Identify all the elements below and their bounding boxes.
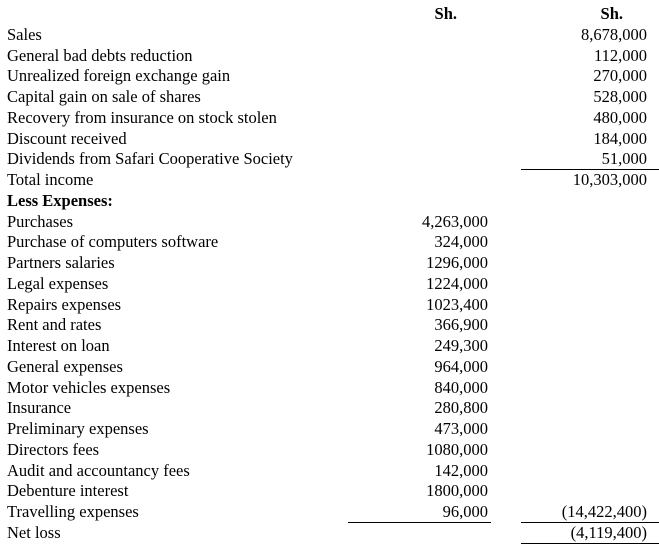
table-row	[0, 108, 659, 129]
column-gap	[491, 398, 521, 419]
table-row	[0, 481, 659, 502]
table-row	[0, 274, 659, 295]
column-gap	[491, 315, 521, 336]
row-amount-right	[521, 253, 659, 274]
row-label: Travelling expenses	[7, 502, 139, 521]
table-row	[0, 523, 659, 544]
row-amount-right: 10,303,000	[572, 170, 647, 189]
row-amount-middle	[348, 46, 491, 67]
row-label: Unrealized foreign exchange gain	[7, 66, 231, 86]
column-gap	[491, 274, 521, 295]
row-label: Interest on loan	[7, 336, 110, 355]
table-row	[0, 212, 659, 233]
row-label: Insurance	[7, 398, 72, 418]
table-row	[0, 398, 659, 419]
row-label: Capital gain on sale of shares	[7, 87, 201, 106]
row-amount-right: (4,119,400)	[521, 523, 659, 544]
column-gap	[491, 357, 521, 378]
row-amount-right	[521, 440, 659, 461]
row-amount-middle: 964,000	[434, 356, 488, 376]
row-amount-middle: 96,000	[348, 502, 491, 523]
column-gap	[491, 295, 521, 316]
row-label: Purchase of computers software	[7, 232, 219, 252]
row-label: Preliminary expenses	[7, 419, 149, 438]
row-label: Net loss	[7, 522, 61, 542]
table-row	[0, 46, 659, 67]
table-row	[0, 25, 659, 46]
row-label: Purchases	[7, 211, 73, 231]
column-headers-row	[0, 4, 659, 25]
column-gap	[491, 523, 521, 544]
row-amount-right: 8,678,000	[581, 24, 647, 44]
row-amount-right	[521, 481, 659, 502]
row-amount-right	[521, 336, 659, 357]
row-amount-middle	[348, 523, 491, 544]
row-amount-right	[521, 419, 659, 440]
column-gap	[491, 108, 521, 129]
row-amount-middle: 142,000	[434, 460, 488, 480]
column-gap	[491, 46, 521, 67]
table-row	[0, 461, 659, 482]
table-row	[0, 129, 659, 150]
row-amount-middle	[348, 191, 491, 212]
row-amount-middle: 1080,000	[426, 439, 488, 459]
table-row	[0, 440, 659, 461]
column-gap	[491, 4, 521, 25]
column-gap	[491, 87, 521, 108]
row-amount-middle: 280,800	[434, 398, 488, 418]
row-amount-middle: 1800,000	[426, 481, 488, 501]
row-amount-right	[521, 461, 659, 482]
table-row	[0, 191, 659, 212]
row-amount-middle: 473,000	[434, 419, 488, 438]
header-label-spacer	[0, 4, 348, 25]
column-gap	[491, 25, 521, 46]
row-amount-right	[521, 274, 659, 295]
table-row	[0, 378, 659, 399]
column-gap	[491, 481, 521, 502]
row-amount-right	[521, 232, 659, 253]
statement-rows	[0, 25, 659, 544]
column-gap	[491, 170, 521, 191]
row-amount-middle: 1224,000	[426, 273, 488, 293]
row-amount-right	[521, 398, 659, 419]
row-label: General expenses	[7, 356, 123, 376]
table-row	[0, 336, 659, 357]
row-label: Total income	[7, 170, 94, 189]
column-header-right: Sh.	[600, 4, 623, 23]
row-amount-right: 480,000	[593, 107, 647, 127]
column-gap	[491, 502, 521, 523]
row-amount-right	[521, 315, 659, 336]
row-amount-middle: 4,263,000	[422, 211, 488, 231]
table-row	[0, 315, 659, 336]
row-amount-right: (14,422,400)	[521, 502, 659, 523]
row-amount-middle: 840,000	[434, 377, 488, 397]
row-amount-right	[521, 191, 659, 212]
row-label: Motor vehicles expenses	[7, 377, 171, 397]
row-label: Repairs expenses	[7, 294, 122, 314]
table-row	[0, 419, 659, 440]
row-amount-middle: 1296,000	[426, 253, 488, 272]
row-label: General bad debts reduction	[7, 45, 193, 65]
row-amount-right: 51,000	[521, 149, 659, 170]
row-label: Less Expenses:	[7, 190, 113, 210]
column-gap	[491, 378, 521, 399]
table-row	[0, 253, 659, 274]
row-amount-right: 270,000	[593, 66, 647, 86]
column-gap	[491, 440, 521, 461]
table-row	[0, 149, 659, 170]
row-label: Directors fees	[7, 439, 100, 459]
row-amount-middle: 1023,400	[426, 294, 488, 314]
row-label: Legal expenses	[7, 273, 109, 293]
column-gap	[491, 212, 521, 233]
row-label: Audit and accountancy fees	[7, 460, 190, 480]
column-gap	[491, 336, 521, 357]
row-amount-right	[521, 295, 659, 316]
row-amount-right: 528,000	[593, 87, 647, 106]
table-row	[0, 232, 659, 253]
row-amount-middle	[348, 66, 491, 87]
row-label: Partners salaries	[7, 253, 115, 272]
column-gap	[491, 461, 521, 482]
column-gap	[491, 66, 521, 87]
row-amount-middle	[348, 129, 491, 150]
column-gap	[491, 129, 521, 150]
row-label: Rent and rates	[7, 315, 102, 335]
row-label: Sales	[7, 24, 42, 44]
column-gap	[491, 149, 521, 170]
table-row	[0, 87, 659, 108]
table-row	[0, 502, 659, 523]
column-gap	[491, 253, 521, 274]
row-amount-middle: 324,000	[434, 232, 488, 252]
row-amount-middle: 366,900	[434, 315, 488, 335]
column-gap	[491, 232, 521, 253]
table-row	[0, 295, 659, 316]
column-gap	[491, 419, 521, 440]
table-row	[0, 170, 659, 191]
row-label: Debenture interest	[7, 481, 129, 501]
row-label: Discount received	[7, 128, 127, 148]
table-row	[0, 357, 659, 378]
row-amount-right: 112,000	[593, 45, 647, 65]
table-row	[0, 66, 659, 87]
column-header-middle: Sh.	[434, 4, 457, 23]
row-amount-right	[521, 378, 659, 399]
row-amount-middle	[348, 108, 491, 129]
row-amount-middle	[348, 25, 491, 46]
column-gap	[491, 191, 521, 212]
row-amount-middle	[348, 87, 491, 108]
row-amount-right	[521, 357, 659, 378]
row-amount-right: 184,000	[593, 128, 647, 148]
row-amount-middle: 249,300	[434, 336, 488, 355]
row-label: Recovery from insurance on stock stolen	[7, 107, 277, 127]
row-amount-middle	[348, 149, 491, 170]
row-amount-right	[521, 212, 659, 233]
row-amount-middle	[348, 170, 491, 191]
row-label: Dividends from Safari Cooperative Society	[7, 149, 293, 169]
